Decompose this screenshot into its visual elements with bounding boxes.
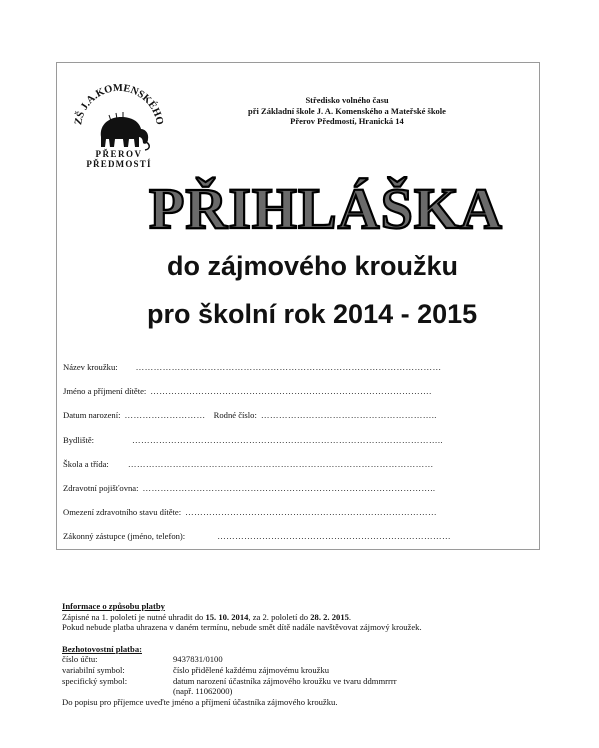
field-birth-date[interactable] [63, 410, 523, 421]
bank-value: číslo přidělené každému zájmovému kroužku [173, 664, 330, 675]
header-line-2: při Základní škole J. A. Komenského a Mateřské škole [248, 105, 446, 116]
bank-key: variabilní symbol: [62, 664, 125, 675]
field-dots: ………………………………………………………………………………………….. [132, 435, 443, 445]
field-health-insurance[interactable] [63, 483, 523, 494]
field-club-name[interactable] [63, 362, 523, 373]
organization-header [207, 95, 487, 127]
bank-row-example [62, 686, 582, 697]
elephant-logo-icon [71, 77, 167, 169]
page-title: PŘIHLÁŠKA [149, 176, 503, 241]
field-health-restrictions[interactable] [63, 507, 523, 518]
bank-key: číslo účtu: [62, 654, 98, 665]
field-dots: …………………………………………………………………………………….. [142, 483, 436, 493]
bank-value: (např. 11062000) [173, 686, 233, 697]
payment-deadline-text [62, 612, 582, 623]
payment-info-section [62, 601, 582, 707]
bank-key [62, 686, 173, 697]
field-label-birth-number: Rodné číslo: [213, 410, 257, 420]
logo-bottom-text-1: PŘEROV [95, 149, 143, 159]
field-dots: …………………………………………………………………… [217, 531, 452, 541]
bank-footer-note: Do popisu pro příjemce uveďte jméno a příjmení účastníka zájmového kroužku. [62, 696, 338, 707]
bank-transfer-title: Bezhotovostní platba: [62, 643, 142, 654]
field-dots: ………………………………………………………………………… [185, 507, 437, 517]
field-label: Zákonný zástupce (jméno, telefon): [63, 531, 186, 541]
field-dots: …………………………………………………………………………………. [150, 386, 432, 396]
header-line-3: Přerov Předmostí, Hranická 14 [290, 116, 404, 126]
payment-warning-text: Pokud nebude platba uhrazena v daném termínu, nebude smět dítě nadále navštěvovat zájmový kroužek. [62, 622, 422, 633]
bank-row-account [62, 654, 582, 665]
field-school-class[interactable] [63, 459, 523, 470]
subtitle-school-year: pro školní rok 2014 - 2015 [147, 299, 478, 329]
field-dots: ……………………… [124, 410, 206, 420]
header-line-1: Středisko volného času [305, 95, 389, 105]
logo-bottom-text-2: PŘEDMOSTÍ [86, 159, 152, 169]
application-form-sheet [56, 62, 540, 550]
field-label: Jméno a příjmení dítěte: [63, 386, 147, 396]
field-address[interactable] [63, 435, 523, 446]
bank-row-variable-symbol [62, 665, 582, 676]
bank-key: specifický symbol: [62, 675, 128, 686]
field-label: Bydliště: [63, 435, 95, 445]
field-dots: ………………………………………………………………………………………… [135, 362, 442, 372]
payment-info-title: Informace o způsobu platby [62, 601, 165, 611]
deadline-date-1: 15. 10. 2014 [205, 611, 249, 622]
field-child-name[interactable] [63, 386, 523, 397]
field-label: Datum narození: [63, 410, 121, 420]
school-logo [71, 77, 167, 169]
deadline-date-2: 28. 2. 2015 [310, 611, 349, 622]
subtitle-club: do zájmového kroužku [167, 251, 459, 281]
field-label: Zdravotní pojišťovna: [63, 483, 139, 493]
deadline-text-a: Zápisné na 1. pololetí je nutné uhradit do [62, 611, 206, 622]
bank-row-specific-symbol [62, 676, 582, 687]
bank-value: datum narození účastníka zájmového kroužku ve tvaru ddmmrrrr [173, 675, 397, 686]
logo-arc-text: ZŠ J.A.KOMENSKÉHO [73, 82, 165, 126]
field-legal-guardian[interactable] [63, 531, 523, 542]
deadline-text-e: . [348, 611, 352, 622]
bank-value: 9437831/0100 [173, 654, 223, 665]
field-label: Název kroužku: [63, 362, 118, 372]
deadline-text-c: , za 2. pololetí do [248, 611, 311, 622]
field-label: Omezení zdravotního stavu dítěte: [63, 507, 182, 517]
field-dots: ………………………………………………………………………………………… [127, 459, 434, 469]
field-dots: ………………………………………………….. [260, 410, 437, 420]
field-label: Škola a třída: [63, 459, 109, 469]
